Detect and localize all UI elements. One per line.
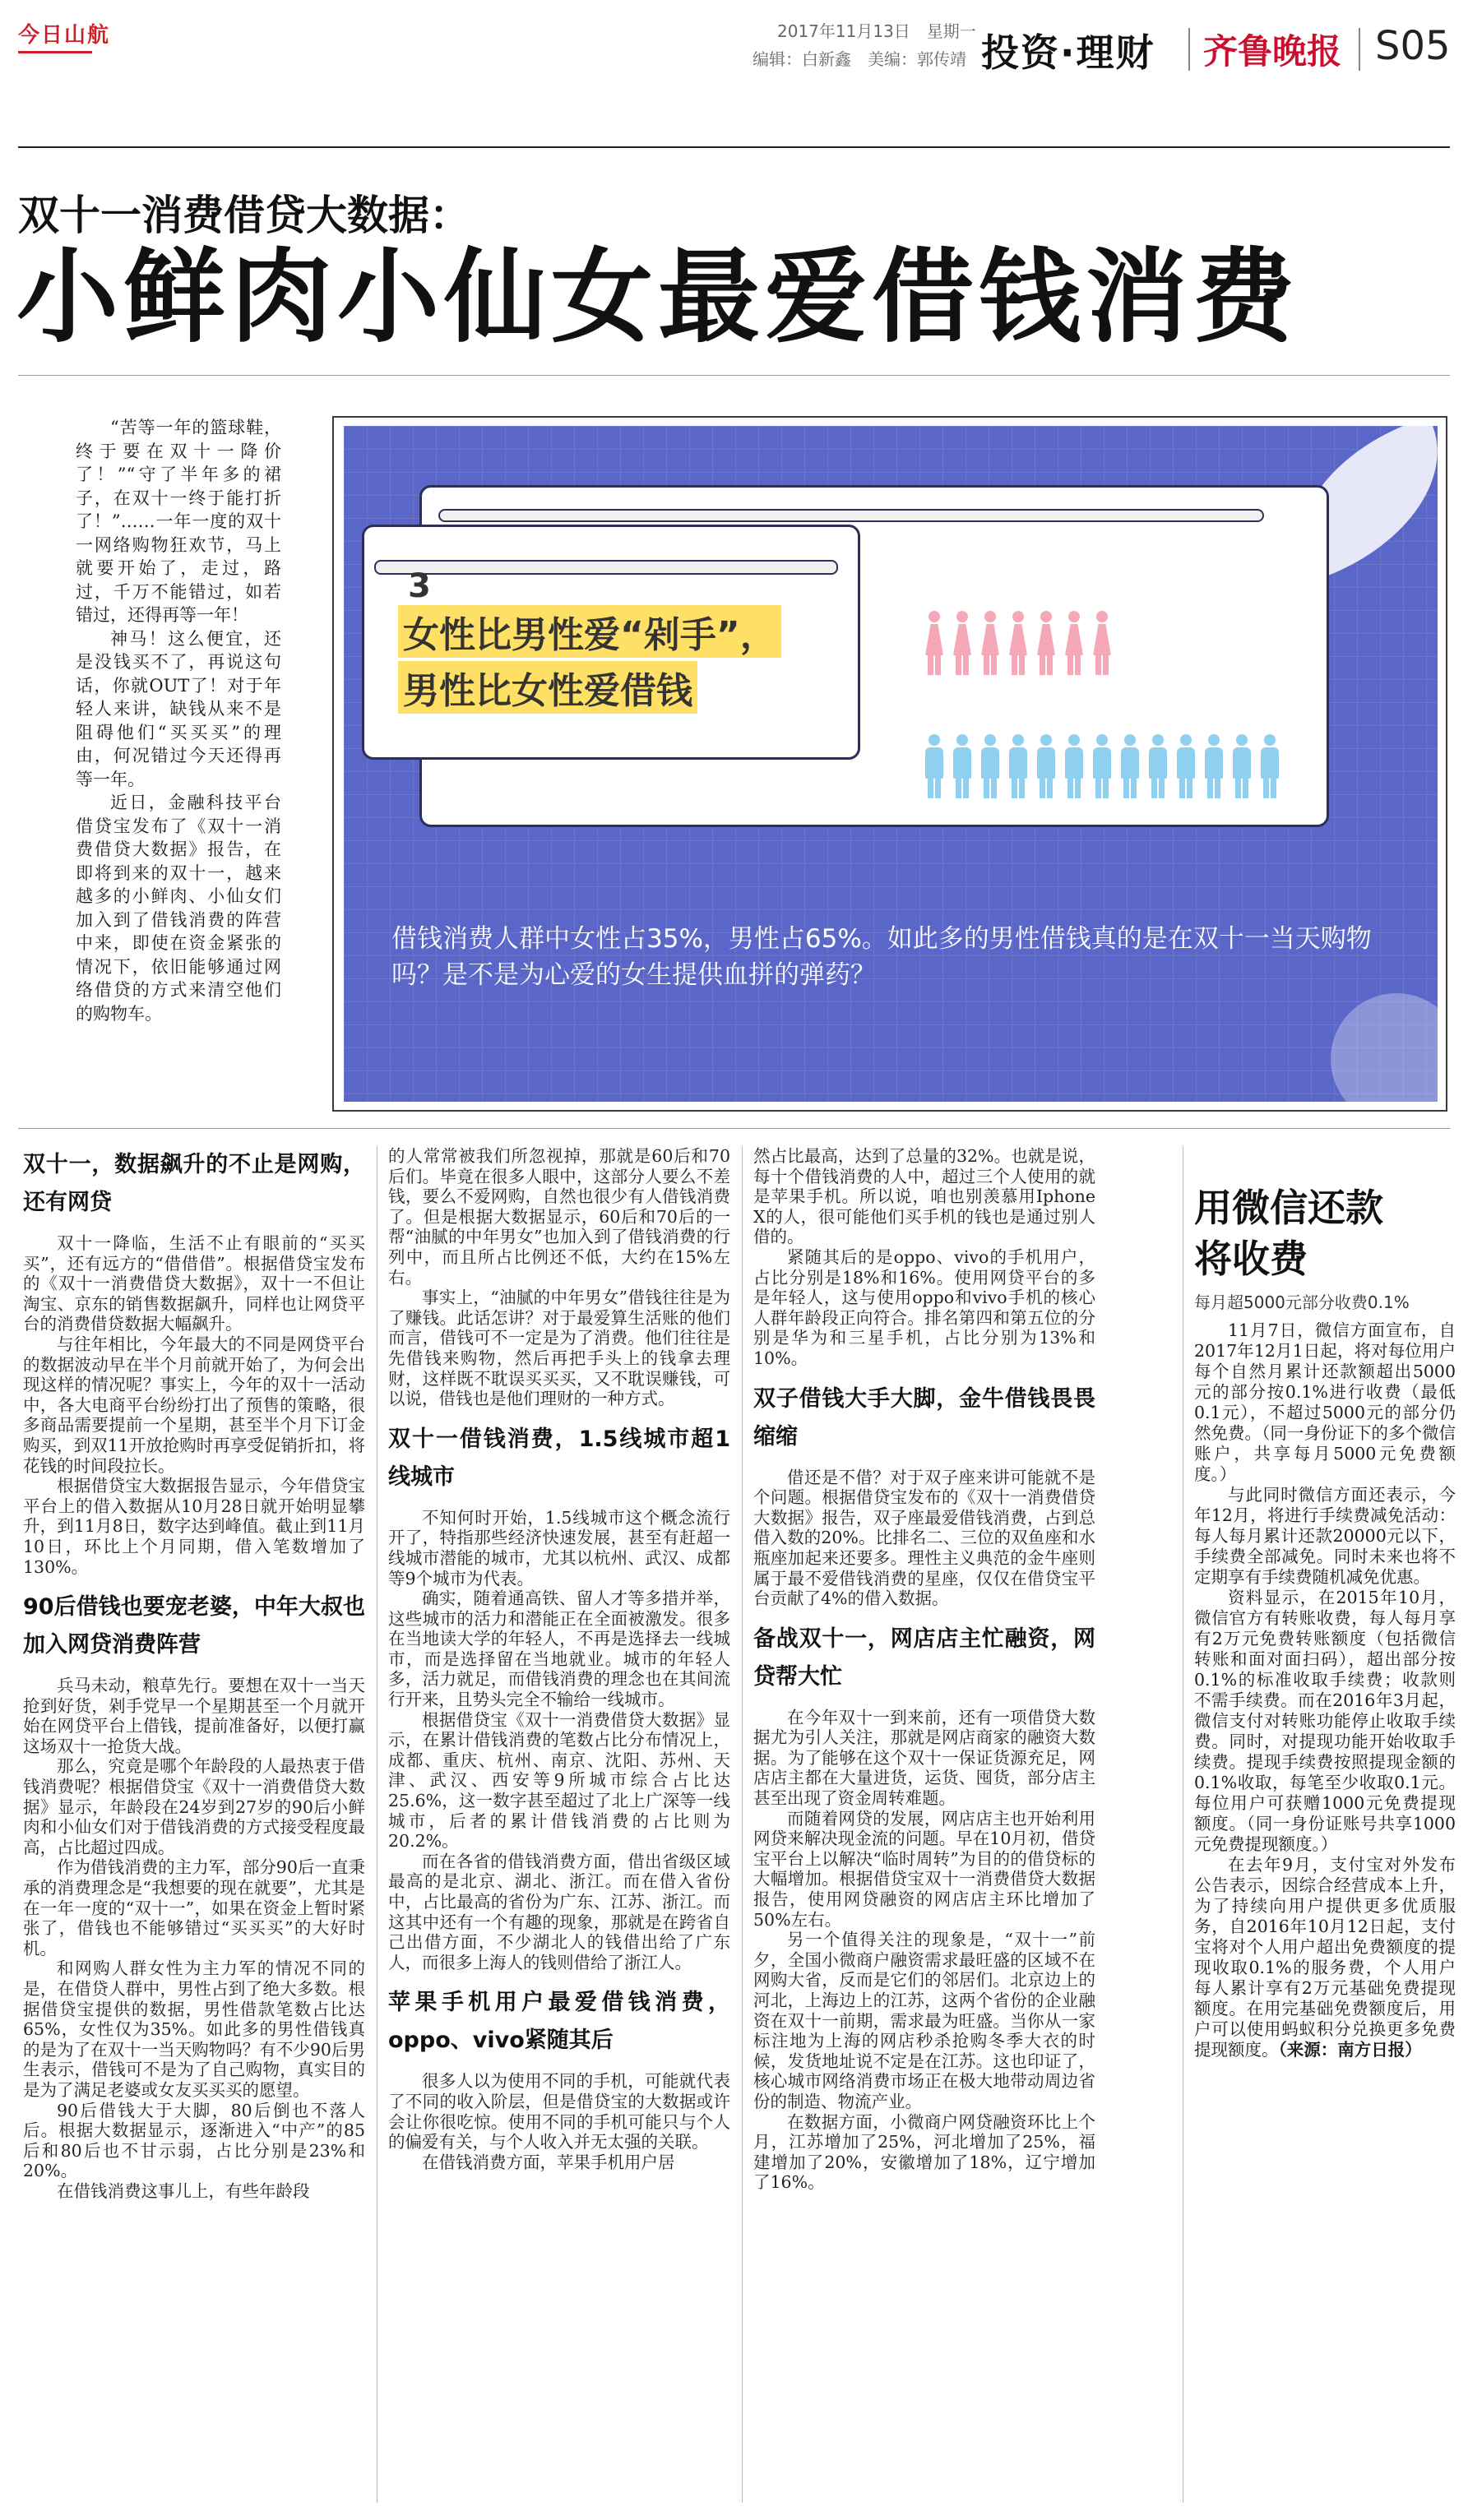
sidebar-title-line2: 将收费 — [1194, 1237, 1308, 1281]
article-intro — [76, 416, 281, 1025]
paragraph: 而在各省的借钱消费方面，借出省级区域最高的是北京、湖北、浙江。而在借入省份中，占比最高的省份为广东、江苏、浙江。而这其中还有一个有趣的现象，那就是在跨省自己出借方面，不少湖北人的钱借出给了广东人，而很多上海人的钱则借给了浙江人。 — [388, 1851, 730, 1972]
female-figure-icon — [1089, 611, 1115, 675]
newspaper-logo: 齐鲁晚报 — [1203, 31, 1342, 72]
paragraph: 根据借贷宝大数据报告显示，今年借贷宝平台上的借入数据从10月28日就开始明显攀升，到11月8日，数字达到峰值。截止到11月10日，环比上个月同期，借入笔数增加了130%。 — [23, 1476, 365, 1577]
male-figure-icon — [1201, 734, 1227, 798]
sidebar-title-line1: 用微信还款 — [1194, 1186, 1383, 1230]
issue-date: 2017年11月13日 星期一 — [777, 21, 976, 41]
male-figure-icon — [1089, 734, 1115, 798]
paragraph: 在数据方面，小微商户网贷融资环比上个月，江苏增加了25%，河北增加了25%，福建增加了20%，安徽增加了18%，辽宁增加了16%。 — [753, 2111, 1095, 2193]
male-figure-icon — [1257, 734, 1283, 798]
infographic-title-line2: 男性比女性爱借钱 — [398, 661, 697, 714]
subheading: 双十一借钱消费，1.5线城市超1线城市 — [388, 1426, 730, 1490]
paragraph: 双十一降临，生活不止有眼前的“买买买”，还有远方的“借借借”。根据借贷宝发布的《双十一消费借贷大数据》，双十一不但让淘宝、京东的销售数据飙升，同样也让网贷平台的消费借贷数据大幅飙升。 — [23, 1233, 365, 1334]
paragraph: 那么，究竟是哪个年龄段的人最热衷于借钱消费呢？根据借贷宝《双十一消费借贷大数据》显示，年龄段在24岁到27岁的90后小鲜肉和小仙女们对于借钱消费的方式接受程度最高，占比超过四成。 — [23, 1756, 365, 1857]
subheading: 双子借钱大手大脚，金牛借钱畏畏缩缩 — [753, 1385, 1095, 1450]
article-kicker: 双十一消费借贷大数据： — [18, 192, 470, 239]
circle-decoration — [1331, 993, 1438, 1102]
article-headline: 小鲜肉小仙女最爱借钱消费 — [16, 238, 1300, 357]
body-rule — [18, 1128, 1450, 1129]
header-divider — [1188, 28, 1190, 71]
window-bar — [374, 560, 838, 575]
paragraph: 在借钱消费方面，苹果手机用户居 — [422, 2152, 675, 2172]
paragraph: 根据借贷宝《双十一消费借贷大数据》显示，在累计借钱消费的笔数占比分布情况上，成都、重庆、杭州、南京、沈阳、苏州、天津、武汉、西安等9所城市综合占比达25.6%，这一数字甚至超过了北上广深等一线城市，后者的累计借钱消费的占比则为20.2%。 — [388, 1709, 730, 1852]
subheading: 双十一，数据飙升的不止是网购，还有网贷 — [23, 1152, 365, 1215]
female-figure-icon — [1005, 611, 1031, 675]
male-figure-icon — [921, 734, 947, 798]
paragraph: 紧随其后的是oppo、vivo的手机用户，占比分别是18%和16%。使用网贷平台的多是年轻人，这与使用oppo和vivo手机的核心人群年龄段正向符合。排名第四和第五位的分别是华为和三星手机，占比分别为13%和10%。 — [753, 1246, 1095, 1368]
paragraph: 与往年相比，今年最大的不同是网贷平台的数据波动早在半个月前就开始了，为何会出现这样的情况呢？事实上，今年的双十一活动中，各大电商平台纷纷打出了预售的策略，很多商品需要提前一个星期，甚至半个月下订金购买，到双11开放抢购时再享受促销折扣，将花钱的时间段拉长。 — [23, 1334, 365, 1476]
female-figure-icon — [1061, 611, 1087, 675]
sidebar-title — [1194, 1182, 1441, 1284]
editors-credit: 编辑：白新鑫 美编：郭传靖 — [753, 49, 966, 69]
female-figure-icon — [977, 611, 1003, 675]
paragraph: 与此同时微信方面还表示，今年12月，将进行手续费减免活动：每人每月累计还款20000元以下，手续费全部减免。同时未来也将不定期享有手续费随机减免优惠。 — [1194, 1485, 1456, 1587]
male-figure-icon — [1005, 734, 1031, 798]
infographic-number: 3 — [408, 567, 431, 605]
header-rule — [18, 146, 1450, 148]
paragraph: 而随着网贷的发展，网店店主也开始利用网贷来解决现金流的问题。早在10月初，借贷宝平台上以解决“临时周转”为目的的借贷标的大幅增加。根据借贷宝双十一消费借贷大数据报告，使用网贷融资的网店店主环比增加了50%左右。 — [753, 1808, 1095, 1930]
headline-rule — [18, 375, 1450, 376]
window-bar — [438, 509, 1264, 522]
article-column-3 — [753, 1146, 1095, 2193]
infographic-title-line1: 女性比男性爱“剁手”， — [398, 605, 781, 658]
subheading: 90后借钱也要宠老婆，中年大叔也加入网贷消费阵营 — [23, 1594, 365, 1658]
subheading: 备战双十一，网店店主忙融资，网贷帮大忙 — [753, 1625, 1095, 1690]
header-divider — [1359, 28, 1360, 71]
paragraph: 另一个值得关注的现象是，“双十一”前夕，全国小微商户融资需求最旺盛的区域不在网购大省，反而是它们的邻居们。北京边上的河北，上海边上的江苏，这两个省份的企业融资在双十一前期，需求最为旺盛。当你从一家标注地为上海的网店秒杀抢购冬季大衣的时候，发货地址说不定是在江苏。这也印证了，核心城市网络消费市场正在极大地带动周边省份的制造、物流产业。 — [753, 1930, 1095, 2111]
female-figure-icon — [1033, 611, 1059, 675]
female-figure-icon — [949, 611, 975, 675]
page-number: S05 — [1375, 23, 1451, 69]
sidebar-subtitle: 每月超5000元部分收费0.1% — [1194, 1292, 1410, 1312]
source-credit: （来源：南方日报） — [1278, 2040, 1422, 2060]
infographic — [344, 426, 1438, 1102]
article-column-2 — [388, 1146, 730, 2172]
male-figure-icon — [1173, 734, 1199, 798]
paragraph: 借还是不借？对于双子座来讲可能就不是个问题。根据借贷宝发布的《双十一消费借贷大数据》报告，双子座最爱借钱消费，占到总借入数的20%。比排名二、三位的双鱼座和水瓶座加起来还要多。理性主义典范的金牛座则属于最不爱借钱消费的星座，仅仅在借贷宝平台贡献了4%的借入数据。 — [753, 1467, 1095, 1609]
paragraph: 事实上，“油腻的中年男女”借钱往往是为了赚钱。此话怎讲？对于最爱算生活账的他们而言，借钱可不一定是为了消费。他们往往是先借钱来购物，然后再把手头上的钱拿去理财，这样既不耽误买买买，又不耽误赚钱，可以说，借钱也是他们理财的一种方式。 — [388, 1288, 730, 1409]
paragraph: 然占比最高，达到了总量的32%。也就是说，每十个借钱消费的人中，超过三个人使用的就是苹果手机。所以说，咱也别羡慕用Iphone X的人，很可能他们买手机的钱也是通过别人借的。 — [753, 1146, 1095, 1247]
paragraph: 作为借钱消费的主力军，部分90后一直秉承的消费理念是“我想要的现在就要”，尤其是在一年一度的“双十一”，如果在资金上暂时紧张了，借钱也不能够错过“买买买”的大好时机。 — [23, 1857, 365, 1958]
section-title: 投资·理财 — [981, 30, 1155, 75]
paragraph-text: 在去年9月，支付宝对外发布公告表示，因综合经营成本上升，为了持续向用户提供更多优质服务，自2016年10月12日起，支付宝将对个人用户超出免费额度的提现收取0.1%的服务费，个人用户每人累计享有2万元基础免费提现额度。在用完基础免费额度后，用户可以使用蚂蚁积分兑换更多免费提现额度。 — [1194, 1855, 1456, 2060]
paragraph: 很多人以为使用不同的手机，可能就代表了不同的收入阶层，但是借贷宝的大数据或许会让你很吃惊。使用不同的手机可能只与个人的偏爱有关，与个人收入并无太强的关联。 — [388, 2071, 730, 2152]
male-figure-icon — [1033, 734, 1059, 798]
paragraph: 在借钱消费这事儿上，有些年龄段 — [57, 2180, 310, 2201]
male-figure-icon — [1061, 734, 1087, 798]
paragraph: 11月7日，微信方面宣布，自2017年12月1日起，将对每位用户每个自然月累计还款额超出5000元的部分按0.1%进行收费（最低0.1元），不超过5000元的部分仍然免费。（同一身份证下的多个微信账户，共享每月5000元免费额度。） — [1194, 1320, 1456, 1484]
male-figure-icon — [977, 734, 1003, 798]
paragraph: 和网购人群女性为主力军的情况不同的是，在借贷人群中，男性占到了绝大多数。根据借贷宝提供的数据，男性借款笔数占比达65%，女性仅为35%。如此多的男性借钱真的是为了在双十一当天购物吗？有不少90后男生表示，借钱可不是为了自己购物，真实目的是为了满足老婆或女友买买买的愿望。 — [23, 1958, 365, 2100]
sidebar-body — [1194, 1320, 1456, 2060]
column-name: 今日山航 — [18, 18, 110, 49]
male-figure-icon — [1145, 734, 1171, 798]
paragraph: 确实，随着通高铁、留人才等多措并举，这些城市的活力和潜能正在全面被激发。很多在当地读大学的年轻人，不再是选择去一线城市，而是选择留在当地就业。城市的年轻人多，活力就足，而借钱消费的理念也在其间流行开来，且势头完全不输给一线城市。 — [388, 1588, 730, 1710]
intro-paragraph: 神马！这么便宜，还是没钱买不了，再说这句话，你就OUT了！对于年轻人来讲，缺钱从来不是阻碍他们“买买买”的理由，何况错过今天还得再等一年。 — [76, 628, 281, 789]
column-divider — [742, 1146, 743, 2503]
paragraph — [1194, 1855, 1456, 2060]
male-figure-icon — [1117, 734, 1143, 798]
infographic-caption: 借钱消费人群中女性占35%，男性占65%。如此多的男性借钱真的是在双十一当天购物吗？是不是为心爱的女生提供血拼的弹药？ — [391, 924, 1372, 990]
intro-paragraph: 近日，金融科技平台借贷宝发布了《双十一消费借贷大数据》报告，在即将到来的双十一，越来越多的小鲜肉、小仙女们加入到了借钱消费的阵营中来，即使在资金紧张的情况下，依旧能够通过网络借贷的方式来清空他们的购物车。 — [76, 793, 281, 1024]
paragraph: 90后借钱大于大脚，80后倒也不落人后。根据大数据显示，逐渐进入“中产”的85后和80后也不甘示弱，占比分别是23%和20%。 — [23, 2100, 365, 2181]
subheading: 苹果手机用户最爱借钱消费，oppo、vivo紧随其后 — [388, 1990, 730, 2054]
male-figure-icon — [1229, 734, 1255, 798]
intro-paragraph: “苦等一年的篮球鞋，终于要在双十一降价了！”“守了半年多的裙子，在双十一终于能打折了！”……一年一度的双十一网络购物狂欢节，马上就要开始了，走过，路过，千万不能错过，如若错过，还得再等一年！ — [76, 418, 281, 625]
male-figure-icon — [949, 734, 975, 798]
paragraph: 的人常常被我们所忽视掉，那就是60后和70后们。毕竟在很多人眼中，这部分人要么不差钱，要么不爱网购，自然也很少有人借钱消费了。但是根据大数据显示，60后和70后的一帮“油腻的中年男女”也加入到了借钱消费的行列中，而且所占比例还不低，大约在15%左右。 — [388, 1146, 730, 1288]
paragraph: 资料显示，在2015年10月，微信官方有转账收费，每人每月享有2万元免费转账额度（包括微信转账和面对面扫码），超出部分按0.1%的标准收取手续费；收款则不需手续费。而在2016年3月起，微信支付对转账功能停止收取手续费。同时，对提现功能开始收取手续费。提现手续费按照提现金额的0.1%收取，每笔至少收取0.1元。每位用户可获赠1000元免费提现额度。（同一身份证账号共享1000元免费提现额度。） — [1194, 1588, 1456, 1854]
article-column-1 — [23, 1146, 365, 2202]
female-figure-icon — [921, 611, 947, 675]
paragraph: 在今年双十一到来前，还有一项借贷大数据尤为引人关注，那就是网店商家的融资大数据。为了能够在这个双十一保证货源充足，网店店主都在大量进货，运货、囤货，部分店主甚至出现了资金周转难题。 — [753, 1707, 1095, 1809]
paragraph: 兵马未动，粮草先行。要想在双十一当天抢到好货，剁手党早一个星期甚至一个月就开始在网贷平台上借钱，提前准备好，以便打赢这场双十一抢货大战。 — [23, 1676, 365, 1756]
paragraph: 不知何时开始，1.5线城市这个概念流行开了，特指那些经济快速发展，甚至有赶超一线城市潜能的城市，尤其以杭州、武汉、成都等9个城市为代表。 — [388, 1507, 730, 1588]
